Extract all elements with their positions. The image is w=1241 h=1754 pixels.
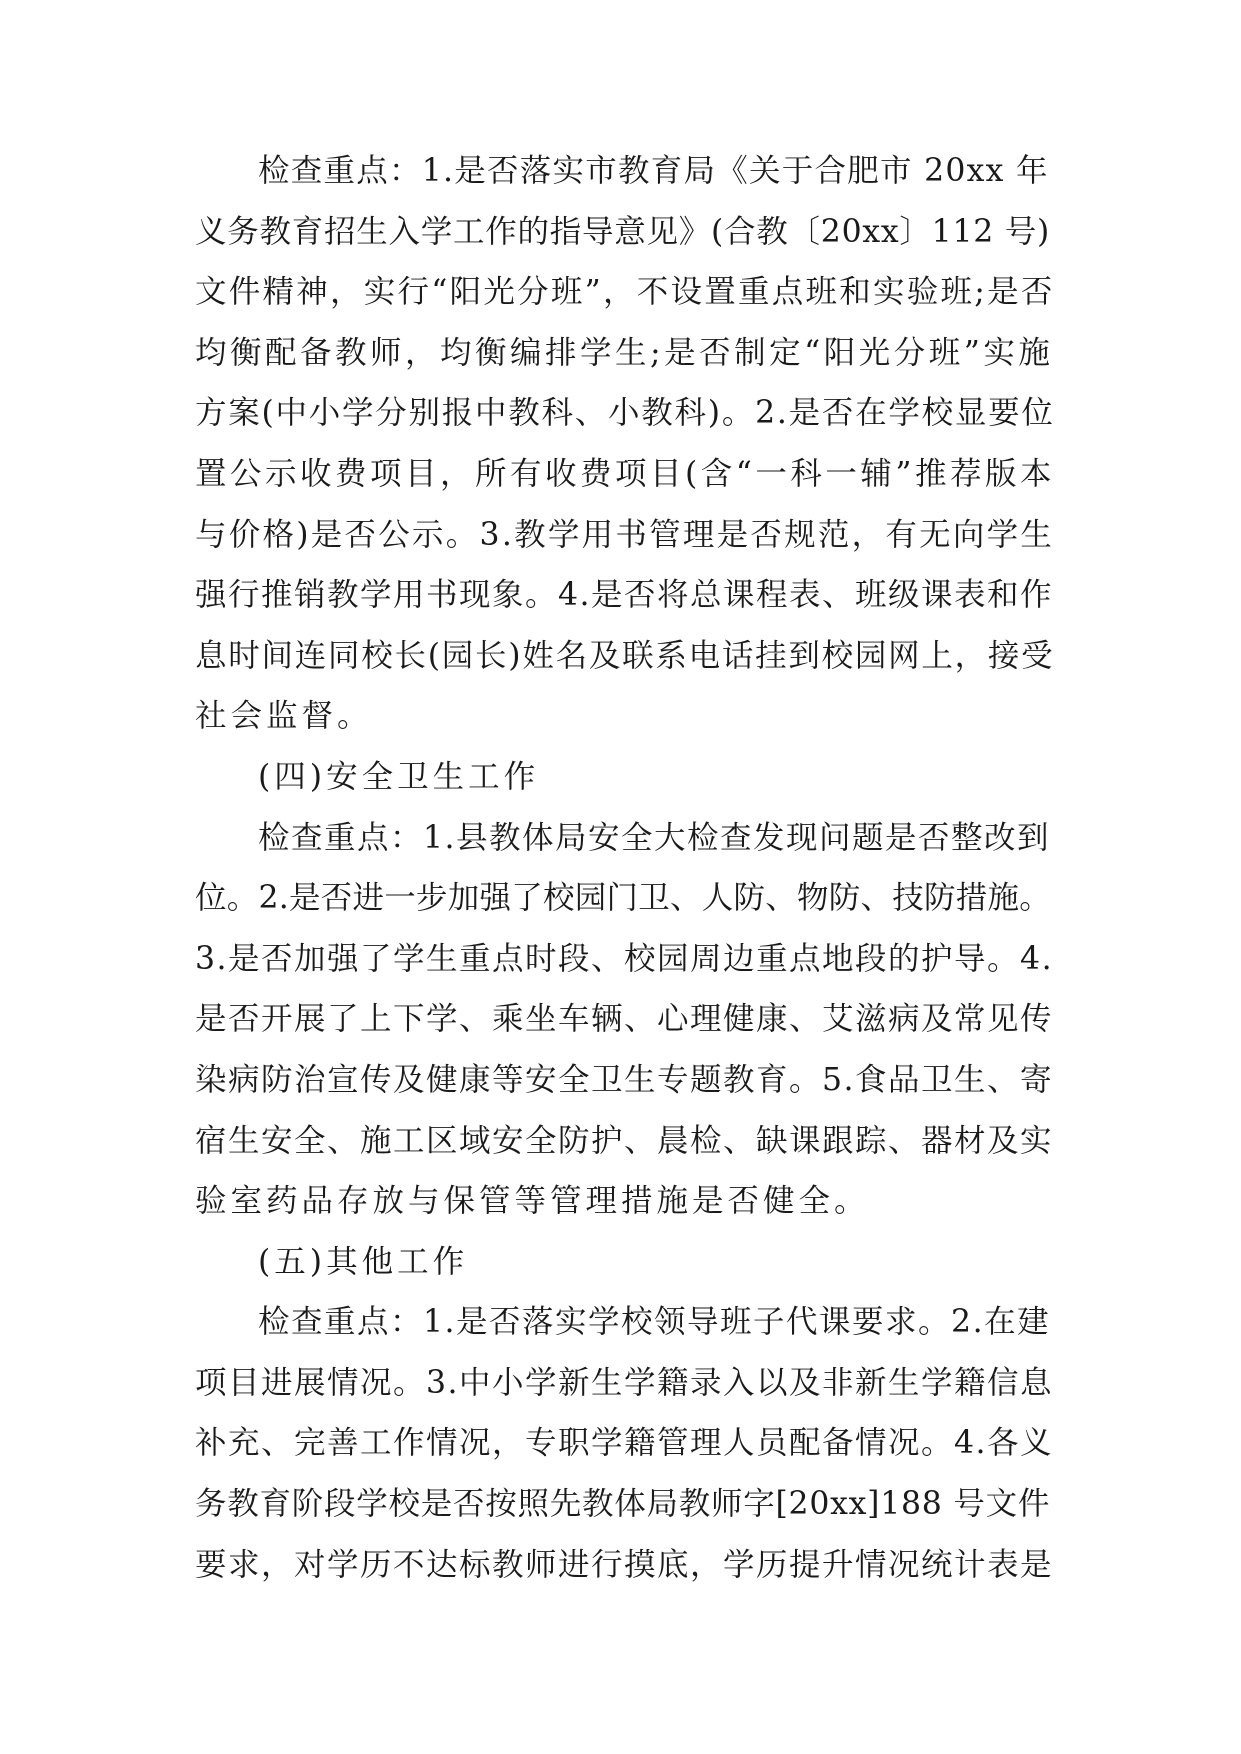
- section-heading: (五)其他工作: [258, 1243, 469, 1280]
- section-heading: (四)安全卫生工作: [258, 758, 540, 795]
- text-line: 3.是否加强了学生重点时段、校园周边重点地段的护导。4.: [195, 940, 1054, 977]
- text-line: 是否开展了上下学、乘坐车辆、心理健康、艾滋病及常见传: [195, 1001, 1054, 1038]
- text-line: 方案(中小学分别报中教科、小教科)。2.是否在学校显要位: [195, 395, 1055, 432]
- text-line: 染病防治宣传及健康等安全卫生专题教育。5.食品卫生、寄: [195, 1061, 1054, 1098]
- text-line: 验室药品存放与保管等管理措施是否健全。: [195, 1183, 870, 1220]
- text-line: 置公示收费项目，所有收费项目(含“一科一辅”推荐版本: [195, 455, 1055, 492]
- text-line: 均衡配备教师，均衡编排学生;是否制定“阳光分班”实施: [195, 334, 1054, 371]
- text-line: 检查重点：1.县教体局安全大检查发现问题是否整改到: [258, 819, 1051, 856]
- text-line: 义务教育招生入学工作的指导意见》(合教〔20xx〕112 号): [195, 213, 1051, 250]
- text-line: 息时间连同校长(园长)姓名及联系电话挂到校园网上，接受: [195, 637, 1055, 674]
- text-line: 强行推销教学用书现象。4.是否将总课程表、班级课表和作: [195, 577, 1054, 614]
- text-line: 位。2.是否进一步加强了校园门卫、人防、物防、技防措施。: [195, 880, 1052, 917]
- text-line: 文件精神，实行“阳光分班”，不设置重点班和实验班;是否: [195, 274, 1055, 311]
- text-line: 宿生安全、施工区域安全防护、晨检、缺课跟踪、器材及实: [195, 1122, 1054, 1159]
- text-line: 项目进展情况。3.中小学新生学籍录入以及非新生学籍信息: [195, 1364, 1054, 1401]
- text-line: 社会监督。: [195, 698, 373, 735]
- document-body: [195, 141, 1055, 1595]
- text-line: 检查重点：1.是否落实学校领导班子代课要求。2.在建: [258, 1304, 1051, 1341]
- text-line: 要求，对学历不达标教师进行摸底，学历提升情况统计表是: [195, 1546, 1054, 1583]
- text-line: 补充、完善工作情况，专职学籍管理人员配备情况。4.各义: [195, 1425, 1054, 1462]
- text-line: 检查重点：1.是否落实市教育局《关于合肥市 20xx 年: [258, 153, 1049, 189]
- text-line: 务教育阶段学校是否按照先教体局教师字[20xx]188 号文件: [195, 1486, 1051, 1523]
- text-line: 与价格)是否公示。3.教学用书管理是否规范，有无向学生: [195, 516, 1055, 553]
